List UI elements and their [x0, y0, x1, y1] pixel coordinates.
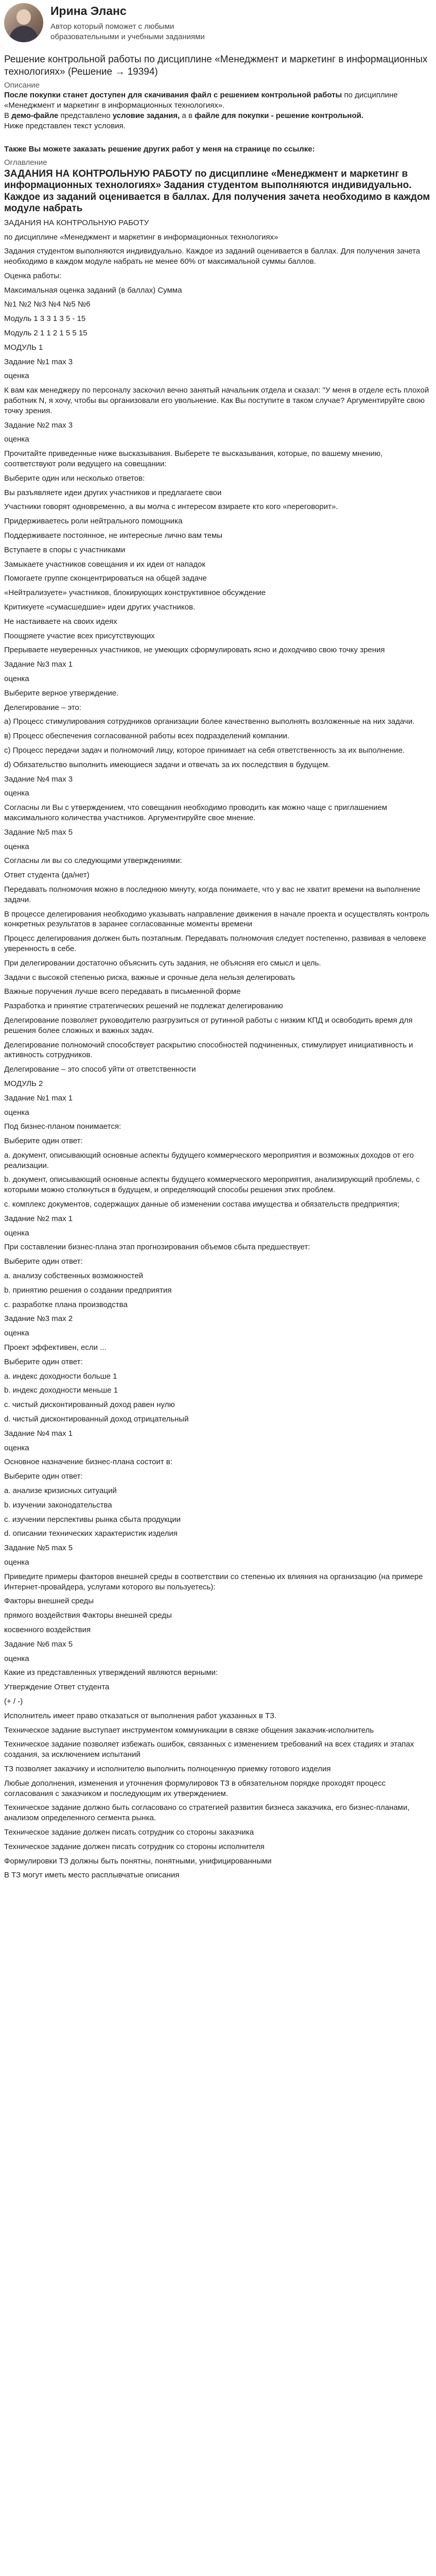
content-paragraph: Формулировки ТЗ должны быть понятны, понятными, унифицированными	[4, 1856, 272, 1866]
content-paragraph: Выберите один ответ:	[4, 1137, 83, 1146]
notice-text-2b: представлено	[58, 111, 113, 120]
content-paragraph: Разработка и принятие стратегических решений не подлежат делегированию	[4, 1002, 283, 1011]
author-name[interactable]: Ирина Эланс	[50, 4, 127, 18]
content-paragraph: оценка	[4, 1329, 29, 1338]
content-paragraph: При составлении бизнес-плана этап прогнозирования объемов сбыта предшествует:	[4, 1243, 310, 1252]
content-paragraph: оценка	[4, 1228, 29, 1238]
content-paragraph: Выберите один или несколько ответов:	[4, 473, 145, 483]
content-paragraph: Замыкаете участников совещания и их идеи от нападок	[4, 560, 205, 569]
content-paragraph: Выберите верное утверждение.	[4, 688, 119, 698]
content-paragraph: Проект эффективен, если ...	[4, 1343, 107, 1352]
content-paragraph: Критикуете «сумасшедшие» идеи других участников.	[4, 603, 196, 612]
content-paragraph: прямого воздействия Факторы внешней среды	[4, 1611, 172, 1620]
content-paragraph: оценка	[4, 371, 29, 381]
content-paragraph: Приведите примеры факторов внешней среды в соответствии со степенью их влияния на организацию (на примере Интернет-провайдера, услугами которого вы пользуетесь):	[4, 1572, 423, 1591]
content-paragraph: c. разработке плана производства	[4, 1300, 128, 1309]
content-paragraph: «Нейтрализуете» участников, блокирующих конструктивное обсуждение	[4, 588, 266, 598]
content-paragraph: Задачи с высокой степенью риска, важные и срочные дела нельзя делегировать	[4, 973, 295, 982]
content-paragraph: Поддерживаете постоянное, не интересные лично вам темы	[4, 531, 223, 540]
content-paragraph: ТЗ позволяет заказчику и исполнителю выполнить полноценную приемку готового изделия	[4, 1764, 331, 1773]
content-paragraph: Вступаете в споры с участниками	[4, 545, 126, 554]
content-paragraph: Какие из представленных утверждений являются верными:	[4, 1668, 218, 1677]
content-paragraph: Ответ студента (да/нет)	[4, 871, 90, 880]
content-paragraph: В ТЗ могут иметь место расплывчатые описания	[4, 1871, 180, 1880]
content-paragraph: c. изучении перспективы рынка сбыта продукции	[4, 1515, 181, 1524]
notice-bold-1: После покупки станет доступен для скачивания файл с решением контрольной работы	[4, 91, 342, 100]
content-paragraph: d. описании технических характеристик изделия	[4, 1529, 178, 1538]
content-paragraph: Утверждение Ответ студента	[4, 1683, 110, 1692]
content-paragraph: При делегировании достаточно объяснить суть задания, не объясняя его смысл и цель.	[4, 958, 321, 968]
content-paragraph: Максимальная оценка заданий (в баллах) Сумма	[4, 285, 182, 295]
content-paragraph: b. изучении законодательства	[4, 1500, 112, 1510]
content-paragraph: Задание №5 max 5	[4, 1544, 73, 1553]
content-paragraph: Задание №3 max 2	[4, 1314, 73, 1324]
content-paragraph: по дисциплине «Менеджмент и маркетинг в информационных технологиях»	[4, 232, 278, 242]
content-paragraph: Задание №6 max 5	[4, 1639, 73, 1649]
content-paragraph: Задание №3 max 1	[4, 660, 73, 669]
content-paragraph: Задание №1 max 3	[4, 357, 73, 366]
content-paragraph: Делегирование – это способ уйти от ответственности	[4, 1065, 196, 1074]
notice-text-2a: В	[4, 111, 12, 120]
author-card	[4, 3, 431, 42]
content-paragraph: №1 №2 №3 №4 №5 №6	[4, 300, 91, 309]
content-paragraph: Задания студентом выполняются индивидуально. Каждое из заданий оценивается в баллах. Для получения зачета необходимо в каждом модуле набрать не менее 60% от максимальной суммы баллов.	[4, 247, 421, 266]
content-paragraph: b. принятию решения о создании предприятия	[4, 1285, 172, 1295]
content-paragraph: Согласны ли вы со следующими утверждениями:	[4, 856, 182, 866]
description-label: Описание	[4, 80, 40, 90]
content-paragraph: Любые дополнения, изменения и уточнения формулировок ТЗ в обязательном порядке проходят процесс согласования с заказчиком и последующим их утверждением.	[4, 1778, 386, 1798]
content-paragraph: Участники говорят одновременно, а вы молча с интересом взираете кто кого «переговорит».	[4, 502, 338, 512]
content-paragraph: Техническое задание должен писать сотрудник со стороны заказчика	[4, 1827, 254, 1837]
content-paragraph: Задание №2 max 3	[4, 420, 73, 430]
content-paragraph: Техническое задание позволяет избежать ошибок, связанных с изменением требований на всех стадиях и этапах создания, за исключением испытаний	[4, 1740, 414, 1759]
product-title: Решение контрольной работы по дисциплине «Менеджмент и маркетинг в информационных технологиях» (Решение → 19394)	[4, 54, 428, 77]
content-paragraph: Исполнитель имеет право отказаться от выполнения работ указанных в ТЗ.	[4, 1711, 277, 1720]
content-paragraph: а) Процесс стимулирования сотрудников организации более качественно выполнять возложенные на них задачи.	[4, 717, 415, 726]
content-paragraph: Помогаете группе сконцентрироваться на общей задаче	[4, 574, 207, 583]
content-paragraph: Выберите один ответ:	[4, 1357, 83, 1366]
content-paragraph: Выберите один ответ:	[4, 1257, 83, 1266]
task-content	[4, 218, 431, 1880]
content-paragraph: Важные поручения лучше всего передавать в письменной форме	[4, 987, 241, 996]
doc-heading: ЗАДАНИЯ НА КОНТРОЛЬНУЮ РАБОТУ по дисциплине «Менеджмент и маркетинг в информационных технологиях» Задания студентом выполняются индивидуально. Каждое из заданий оценивается в баллах. Для получения зачета необходимо в каждом модуле набрать	[4, 168, 430, 214]
content-paragraph: b. документ, описывающий основные аспекты будущего коммерческого мероприятия, анализирующий проблемы, с которыми можно столкнуться в будущем, и определяющий способы решения этих проблем.	[4, 1175, 420, 1195]
content-paragraph: Задание №4 max 3	[4, 774, 73, 784]
content-paragraph: в) Процесс обеспечения согласованной работы всех подразделений компании.	[4, 732, 290, 741]
content-paragraph: (+ / -)	[4, 1697, 23, 1706]
content-paragraph: В процессе делегирования необходимо указывать направление движения в начале проекта и осуществлять контроль конкретных результатов в заранее согласованные моменты времени	[4, 909, 429, 929]
author-info	[50, 3, 236, 42]
content-paragraph: c. чистый дисконтированный доход равен нулю	[4, 1400, 175, 1410]
purchase-notice	[4, 90, 431, 111]
content-paragraph: Вы разъявляете идеи других участников и предлагаете свои	[4, 488, 222, 497]
content-paragraph: Задание №5 max 5	[4, 827, 73, 837]
content-paragraph: Прочитайте приведенные ниже высказывания. Выберете те высказывания, которые, по вашему мнению, соответствуют роли ведущего на совещании:	[4, 449, 383, 469]
content-paragraph: оценка	[4, 789, 29, 798]
content-paragraph: Делегирование полномочий способствует раскрытию способностей подчиненных, стимулирует инициативность и активность сотрудников.	[4, 1040, 413, 1060]
content-paragraph: a. индекс доходности больше 1	[4, 1371, 117, 1381]
content-paragraph: a. анализе кризисных ситуаций	[4, 1486, 117, 1496]
author-description: Автор который поможет с любыми образовательными и учебными заданиями	[50, 22, 205, 42]
content-paragraph: косвенного воздействия	[4, 1625, 91, 1634]
content-paragraph: Придерживаетесь роли нейтрального помощника	[4, 517, 183, 526]
content-paragraph: оценка	[4, 1108, 29, 1117]
author-avatar[interactable]	[4, 3, 43, 42]
content-paragraph: Выберите один ответ:	[4, 1472, 83, 1481]
content-paragraph: Техническое задание должен писать сотрудник со стороны исполнителя	[4, 1842, 265, 1851]
content-paragraph: Модуль 1 3 3 1 3 5 - 15	[4, 314, 86, 324]
content-paragraph: оценка	[4, 1443, 29, 1452]
content-paragraph: b. индекс доходности меньше 1	[4, 1386, 118, 1395]
content-paragraph: а. документ, описывающий основные аспекты будущего коммерческого мероприятия и возможных доходов от его реализации.	[4, 1150, 414, 1170]
content-paragraph: Делегирование – это:	[4, 703, 81, 712]
content-paragraph: Основное назначение бизнес-плана состоит в:	[4, 1458, 172, 1467]
content-paragraph: Оценка работы:	[4, 271, 62, 280]
content-paragraph: Согласны ли Вы с утверждением, что совещания необходимо проводить как можно чаще с приглашением максимального количества участников. Аргументируйте свое мнение.	[4, 803, 388, 822]
notice-bold-2c: файле для покупки - решение контрольной.	[195, 111, 364, 120]
content-paragraph: Передавать полномочия можно в последнюю минуту, когда понимаете, что у вас не хватит времени на выполнение задачи.	[4, 885, 421, 904]
content-paragraph: a. анализу собственных возможностей	[4, 1272, 144, 1281]
content-paragraph: МОДУЛЬ 2	[4, 1079, 43, 1088]
content-paragraph: d. чистый дисконтированный доход отрицательный	[4, 1415, 189, 1424]
content-paragraph: Техническое задание должно быть согласовано со стратегией развития бизнеса заказчика, его бизнес-планами, анализом определенного сегмента рынка.	[4, 1803, 410, 1823]
content-paragraph: Задание №4 max 1	[4, 1429, 73, 1438]
content-paragraph: Процесс делегирования должен быть поэтапным. Передавать полномочия следует постепенно, развивая в человеке уверенность в себе.	[4, 934, 426, 953]
notice-bold-2b: условие задания,	[112, 111, 180, 120]
content-paragraph: оценка	[4, 1654, 29, 1663]
content-paragraph: c. комплекс документов, содержащих данные об изменении состава имущества и обязательств предприятия;	[4, 1200, 399, 1209]
content-paragraph: Модуль 2 1 1 2 1 5 5 15	[4, 329, 88, 338]
demo-notice	[4, 111, 431, 121]
notice-text-2c: а в	[180, 111, 195, 120]
content-paragraph: оценка	[4, 435, 29, 444]
content-paragraph: Факторы внешней среды	[4, 1597, 94, 1606]
content-paragraph: Задание №1 max 1	[4, 1093, 73, 1103]
content-paragraph: Поощряете участие всех присутствующих	[4, 631, 155, 640]
content-paragraph: МОДУЛЬ 1	[4, 343, 43, 352]
content-paragraph: с) Процесс передачи задач и полномочий лицу, которое принимает на себя ответственность за их выполнение.	[4, 745, 405, 755]
content-paragraph: Под бизнес-планом понимается:	[4, 1122, 121, 1131]
content-paragraph: оценка	[4, 674, 29, 683]
content-paragraph: Делегирование позволяет руководителю разгрузиться от рутинной работы с низким КПД и освободить время для решения более сложных и важных задач.	[4, 1015, 413, 1035]
content-paragraph: К вам как менеджеру по персоналу заскочил вечно занятый начальник отдела и сказал: "У меня в отделе есть плохой работник N, я хочу, чтобы вы организовали его увольнение. Как Вы поступите в таком случае? Аргументируйте свою точку зрения.	[4, 386, 429, 415]
order-link-text[interactable]: Также Вы можете заказать решение других работ у меня на странице по ссылке:	[4, 145, 315, 154]
content-paragraph: оценка	[4, 842, 29, 851]
condition-notice: Ниже представлен текст условия.	[4, 121, 126, 130]
content-paragraph: d) Обязательство выполнить имеющиеся задачи и отвечать за их последствия в будущем.	[4, 760, 330, 769]
content-paragraph: Прерываете неуверенных участников, не умеющих сформулировать ясно и доходчиво свою точку зрения	[4, 646, 385, 655]
notice-text-1: по дисциплине «Менеджмент и маркетинг в информационных технологиях».	[4, 91, 398, 110]
content-paragraph: Техническое задание выступает инструментом коммуникации в связке общения заказчик-исполнитель	[4, 1725, 374, 1735]
content-paragraph: ЗАДАНИЯ НА КОНТРОЛЬНУЮ РАБОТУ	[4, 218, 149, 227]
content-paragraph: оценка	[4, 1558, 29, 1567]
toc-label: Оглавление	[4, 158, 47, 167]
content-paragraph: Задание №2 max 1	[4, 1214, 73, 1223]
content-paragraph: Не настаиваете на своих идеях	[4, 617, 117, 626]
notice-bold-2a: демо-файле	[11, 111, 59, 120]
